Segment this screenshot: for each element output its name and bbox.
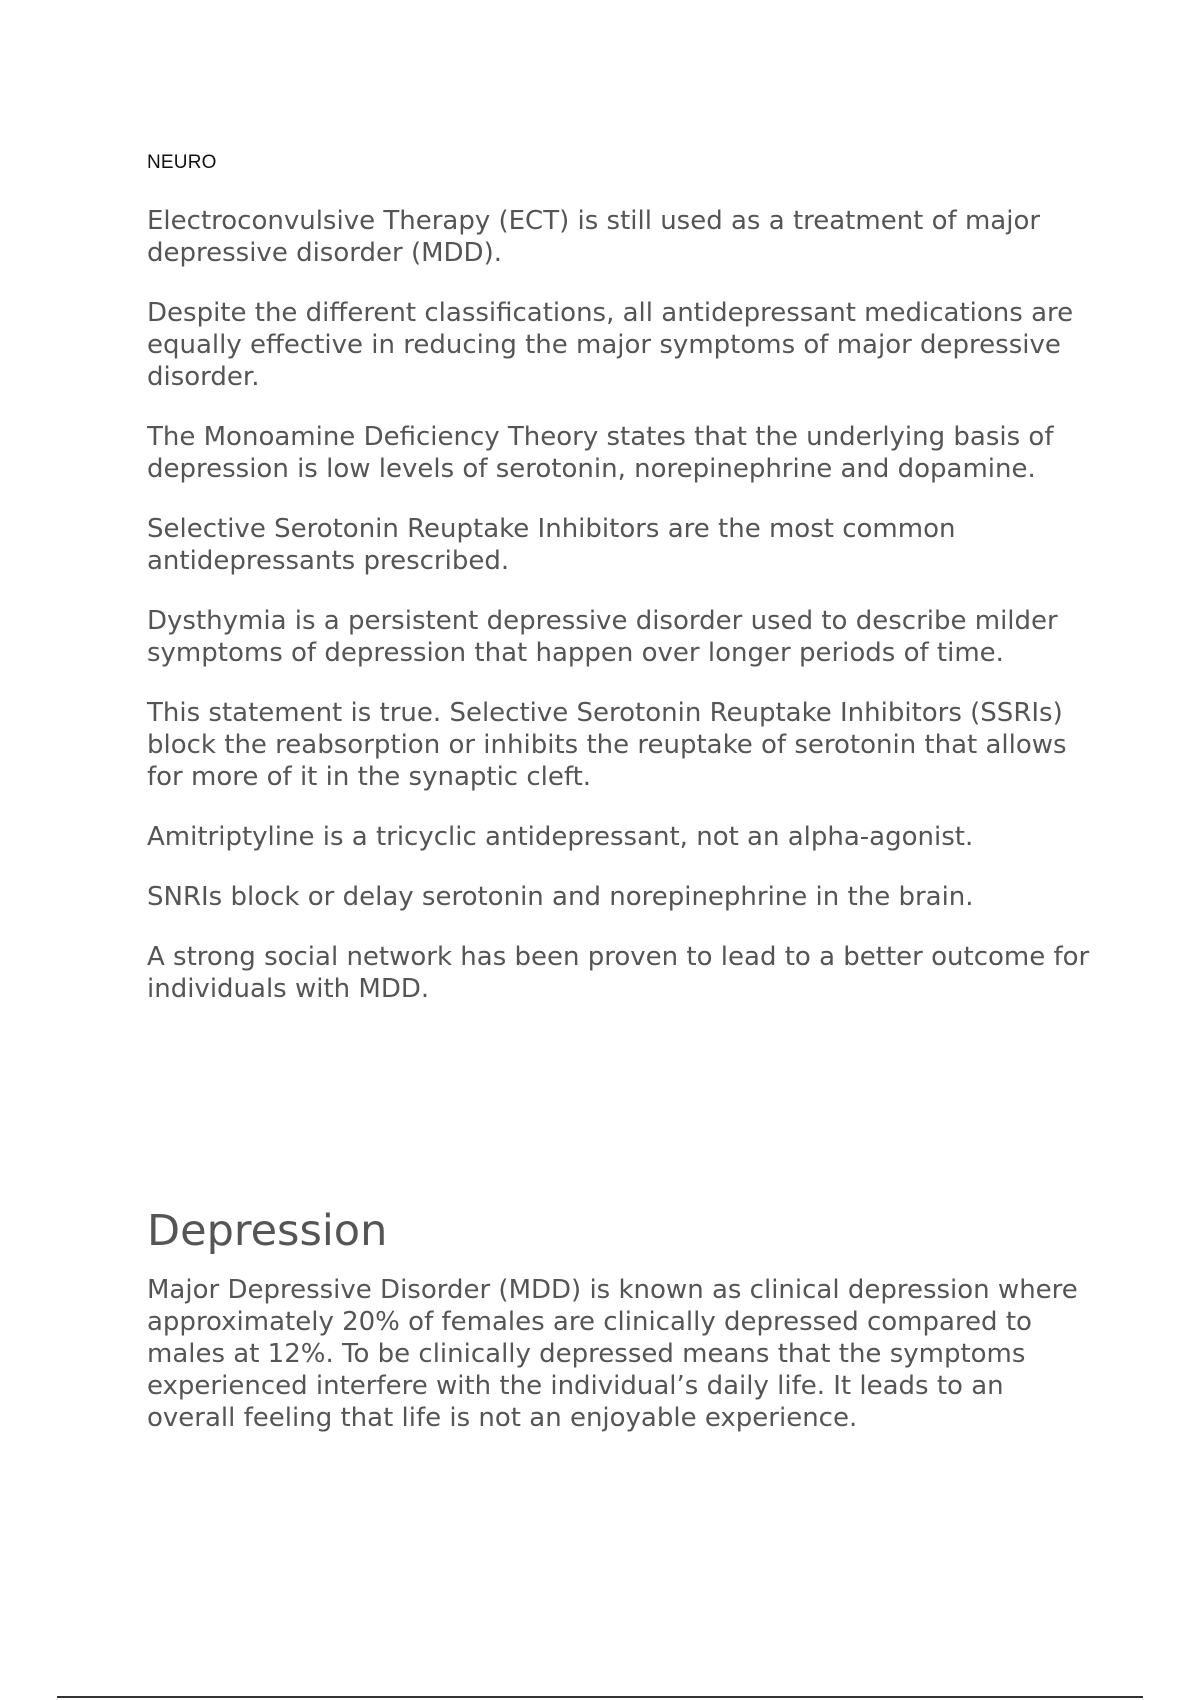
statement-list bbox=[147, 205, 1097, 1033]
header-label: NEURO bbox=[147, 152, 217, 173]
statement-paragraph: Amitriptyline is a tricyclic antidepressant, not an alpha-agonist. bbox=[147, 822, 974, 852]
statement-paragraph: Electroconvulsive Therapy (ECT) is still used as a treatment of major depressive disorder (MDD). bbox=[147, 206, 1041, 268]
statement-paragraph: Dysthymia is a persistent depressive disorder used to describe milder symptoms of depression that happen over longer periods of time. bbox=[147, 606, 1058, 668]
statement-paragraph: Despite the different classifications, all antidepressant medications are equally effective in reducing the major symptoms of major depressive disorder. bbox=[147, 298, 1074, 392]
statement-paragraph: The Monoamine Deficiency Theory states that the underlying basis of depression is low levels of serotonin, norepinephrine and dopamine. bbox=[147, 422, 1054, 484]
statement-paragraph: This statement is true. Selective Serotonin Reuptake Inhibitors (SSRIs) block the reabsorption or inhibits the reuptake of serotonin that allows for more of it in the synaptic cleft. bbox=[147, 698, 1067, 792]
statement-paragraph: SNRIs block or delay serotonin and norepinephrine in the brain. bbox=[147, 882, 974, 912]
statement-paragraph: Selective Serotonin Reuptake Inhibitors are the most common antidepressants prescribed. bbox=[147, 514, 956, 576]
footer-divider bbox=[57, 1696, 1143, 1698]
section-body: Major Depressive Disorder (MDD) is known as clinical depression where approximately 20% of females are clinically depressed compared to males at 12%. To be clinically depressed means that the symptoms experienced interfere with the individual’s daily life. It leads to an overall feeling that life is not an enjoyable experience. bbox=[147, 1275, 1078, 1433]
section-heading: Depression bbox=[147, 1206, 388, 1256]
statement-paragraph: A strong social network has been proven to lead to a better outcome for individuals with MDD. bbox=[147, 942, 1090, 1004]
